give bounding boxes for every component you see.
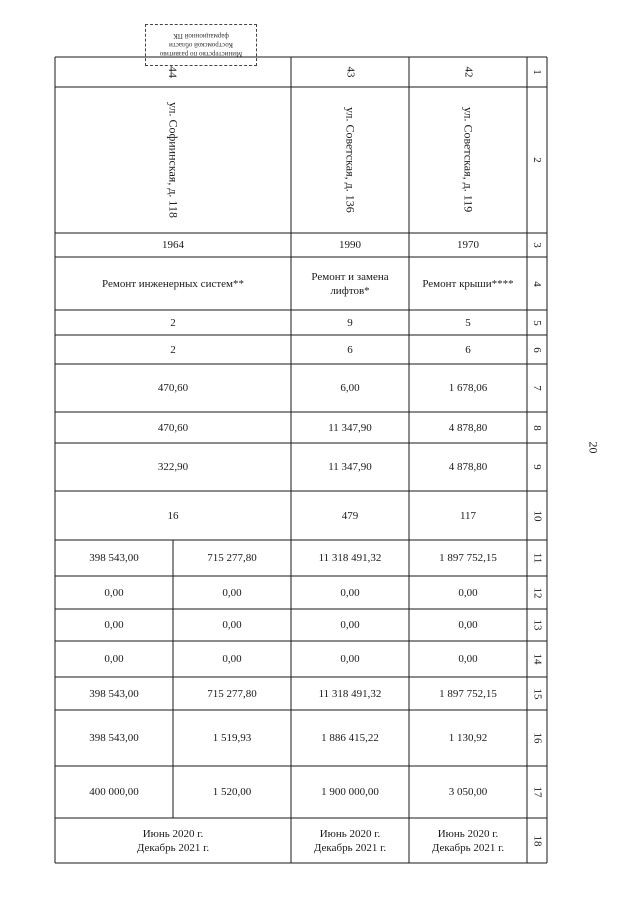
value-cell: 6 [465, 343, 471, 356]
stamp-line: Костромской области [168, 41, 234, 50]
value-cell: 1 678,06 [448, 382, 488, 394]
value-cell: 1 519,93 [212, 732, 252, 744]
value-cell: 0,00 [222, 619, 242, 631]
value-cell: 0,00 [222, 653, 242, 665]
value-cell: 0,00 [104, 653, 124, 665]
row-number: 10 [531, 510, 543, 521]
value-cell: 1 130,92 [448, 732, 488, 744]
value-cell: 11 347,90 [328, 461, 372, 473]
value-cell: 400 000,00 [89, 786, 139, 798]
value-cell: 479 [341, 509, 359, 522]
value-cell: 398 543,00 [89, 552, 139, 564]
repair-type-cell: Ремонт и замена лифтов* [311, 270, 389, 297]
value-cell: 11 347,90 [328, 421, 372, 434]
value-cell: 6 [347, 343, 353, 356]
row-number: 18 [531, 835, 543, 846]
value-cell: 11 318 491,32 [318, 552, 382, 564]
value-cell: 0,00 [458, 619, 478, 631]
object-number-cell: 44 [166, 66, 180, 78]
row-number: 5 [531, 319, 543, 326]
address-cell: ул. Советская, д. 119 [461, 107, 476, 213]
value-cell: 0,00 [104, 586, 124, 599]
value-cell: 470,60 [157, 421, 189, 434]
row-number: 4 [531, 280, 543, 287]
row-number: 14 [531, 653, 543, 665]
row-number: 17 [531, 786, 543, 798]
period-cell: Июнь 2020 г. Декабрь 2021 г. [136, 827, 210, 854]
row-number: 6 [531, 346, 543, 353]
stamp-line: Министерство по развитию [159, 50, 243, 59]
value-cell: 322,90 [157, 461, 189, 473]
row-number: 3 [531, 242, 543, 248]
value-cell: 715 277,80 [207, 687, 257, 700]
value-cell: 0,00 [458, 586, 478, 599]
address-cell: ул. Софиинская, д. 118 [166, 102, 181, 218]
value-cell: 16 [167, 509, 179, 522]
object-number-cell: 43 [344, 66, 356, 78]
value-cell: 0,00 [458, 653, 478, 665]
period-cell: Июнь 2020 г. Декабрь 2021 г. [431, 827, 505, 854]
row-number: 8 [531, 424, 543, 431]
value-cell: 0,00 [222, 586, 242, 599]
value-cell: 1 897 752,15 [439, 552, 497, 564]
value-cell: 11 318 491,32 [318, 687, 382, 700]
value-cell: 2 [170, 343, 176, 356]
value-cell: 0,00 [104, 619, 124, 631]
repair-type-cell: Ремонт инженерных систем** [102, 277, 244, 290]
year-cell: 1964 [162, 239, 184, 251]
page-number: 20 [586, 441, 601, 454]
row-number: 2 [531, 157, 543, 163]
value-cell: 0,00 [340, 653, 360, 665]
value-cell: 4 878,80 [448, 461, 488, 473]
value-cell: 1 900 000,00 [321, 786, 379, 798]
value-cell: 398 543,00 [89, 687, 139, 700]
period-cell: Июнь 2020 г. Декабрь 2021 г. [313, 827, 387, 854]
value-cell: 5 [465, 316, 471, 329]
value-cell: 6,00 [340, 382, 360, 394]
value-cell: 398 543,00 [89, 732, 139, 744]
row-number: 16 [531, 732, 543, 744]
row-number: 12 [531, 587, 543, 598]
value-cell: 715 277,80 [207, 552, 257, 564]
value-cell: 117 [459, 509, 477, 522]
value-cell: 9 [347, 316, 353, 329]
value-cell: 470,60 [157, 382, 189, 394]
row-number: 1 [531, 69, 543, 75]
value-cell: 0,00 [340, 619, 360, 631]
row-number: 9 [531, 464, 543, 470]
row-number: 13 [531, 619, 543, 631]
year-cell: 1970 [457, 239, 479, 251]
row-number: 7 [531, 385, 543, 391]
address-cell: ул. Советская, д. 136 [343, 107, 358, 213]
stamp-line: фармационной ПК [173, 32, 229, 41]
value-cell: 1 886 415,22 [321, 732, 379, 744]
value-cell: 0,00 [340, 586, 360, 599]
value-cell: 3 050,00 [448, 786, 488, 798]
row-number: 15 [531, 688, 543, 699]
value-cell: 1 520,00 [212, 786, 252, 798]
row-number: 11 [531, 552, 543, 564]
repair-type-cell: Ремонт крыши**** [422, 277, 514, 290]
year-cell: 1990 [339, 239, 361, 251]
object-number-cell: 42 [462, 66, 474, 78]
value-cell: 4 878,80 [448, 421, 488, 434]
value-cell: 2 [170, 316, 176, 329]
value-cell: 1 897 752,15 [439, 687, 497, 700]
